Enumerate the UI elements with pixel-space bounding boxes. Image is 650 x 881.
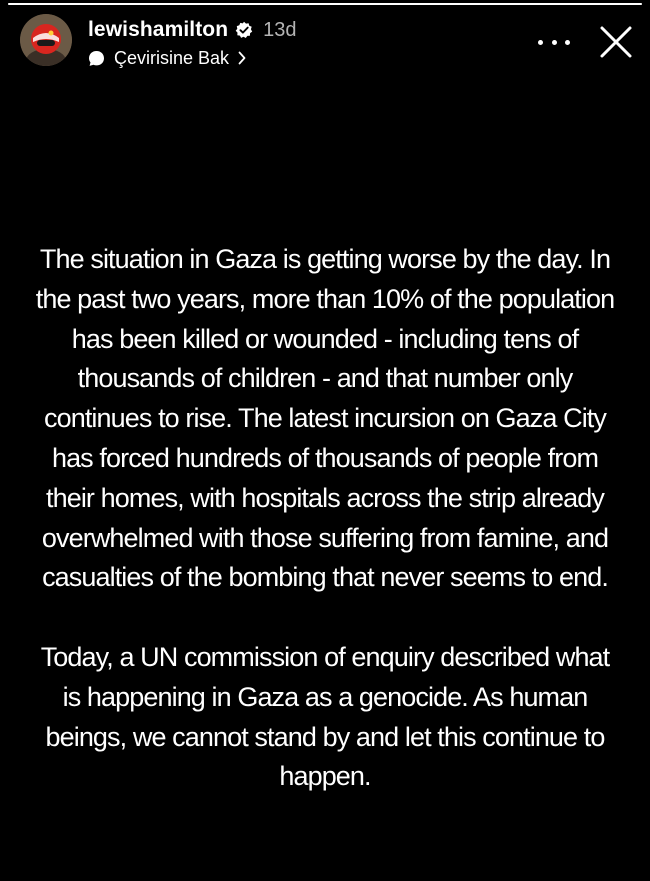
avatar[interactable] [20, 14, 72, 66]
close-icon [598, 24, 634, 60]
story-text [30, 240, 620, 797]
more-options-button[interactable] [538, 34, 570, 50]
story-progress-fill [8, 3, 642, 5]
story-paragraph: The situation in Gaza is getting worse by the day. In the past two years, more than 10% of the population has been killed or wounded - including tens of thousands of children - and that number only continues to rise. The latest incursion on Gaza City has forced hundreds of thousands of people from their homes, with hospitals across the strip already overwhelmed with those suffering from famine, and casualties of the bombing that never seems to end. [35, 244, 615, 593]
chevron-right-icon [237, 51, 247, 65]
chat-bubble-icon [88, 50, 105, 67]
more-horizontal-icon [538, 40, 543, 45]
post-time: 13d [263, 18, 297, 41]
close-button[interactable] [598, 24, 634, 60]
username[interactable]: lewishamilton [88, 18, 229, 41]
see-translation-label: Çevirisine Bak [114, 47, 230, 68]
story-paragraph: Today, a UN commission of enquiry described what is happening in Gaza as a genocide. As human beings, we cannot stand by and let this continue to happen. [40, 641, 610, 792]
see-translation-button[interactable] [88, 47, 247, 69]
story-header [20, 14, 636, 70]
verified-badge-icon [235, 21, 253, 39]
user-line [88, 17, 297, 43]
story-progress-bar [8, 3, 642, 5]
